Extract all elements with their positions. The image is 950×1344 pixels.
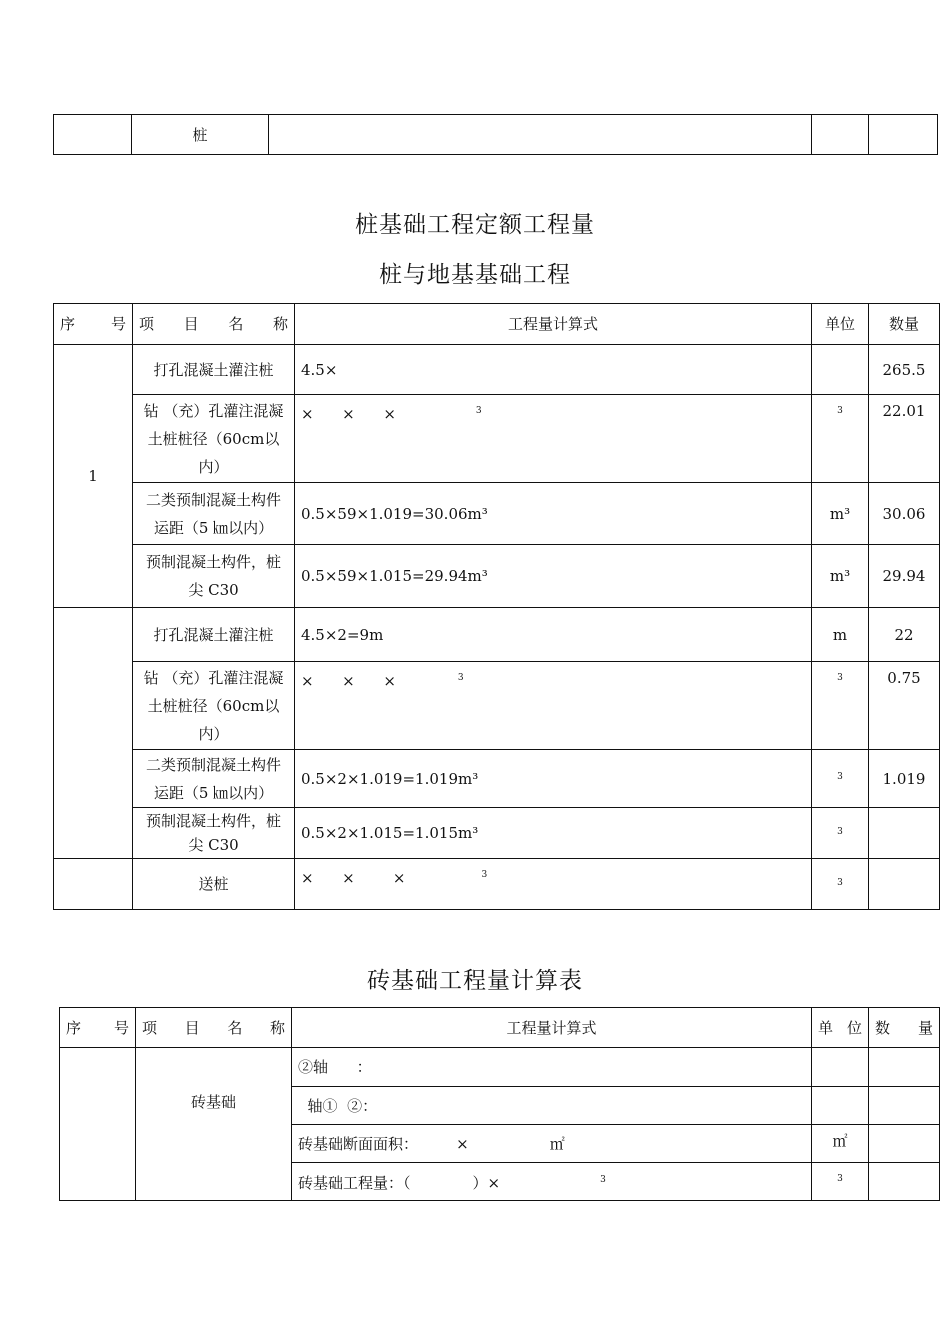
- header-seq: 序 号: [60, 1008, 136, 1048]
- section-title-pile-quota: 桩基础工程定额工程量: [355, 212, 595, 238]
- formula-cell: 4.5×2=9m: [295, 608, 812, 662]
- header-seq: 序 号: [54, 304, 133, 345]
- table-row: [54, 345, 940, 395]
- formula-cell: 0.5×59×1.015=29.94m³: [295, 545, 812, 608]
- item-name: 打孔混凝土灌注桩: [133, 608, 295, 662]
- item-name: 钻 （充）孔灌注混凝土桩桩径（60cm以内）: [133, 395, 295, 483]
- item-name: 预制混凝土构件，桩尖 C30: [133, 808, 295, 859]
- table-row: [54, 395, 940, 483]
- item-name: 砖基础: [136, 1048, 292, 1201]
- header-item-name: 项 目 名 称: [136, 1008, 292, 1048]
- item-name: 送桩: [133, 859, 295, 910]
- qty-cell: [869, 1087, 940, 1125]
- table-row: [54, 545, 940, 608]
- formula-cell: 砖基础工程量：（ ）× $^3$: [292, 1163, 812, 1201]
- header-item-name: 项 目 名 称: [133, 304, 295, 345]
- formula-cell: 0.5×2×1.019=1.019m³: [295, 750, 812, 808]
- header-qty: 数 量: [869, 1008, 940, 1048]
- formula-cell: 4.5×: [295, 345, 812, 395]
- unit-cell: m³: [812, 545, 869, 608]
- top-cell-empty: [812, 115, 869, 155]
- top-cell-empty: [269, 115, 812, 155]
- top-cell-empty: [869, 115, 938, 155]
- unit-cell: [812, 1048, 869, 1087]
- qty-cell: 265.5: [869, 345, 940, 395]
- table-row: [54, 608, 940, 662]
- qty-cell: [869, 1125, 940, 1163]
- item-name: 打孔混凝土灌注桩: [133, 345, 295, 395]
- header-formula: 工程量计算式: [292, 1008, 812, 1048]
- top-table: [53, 114, 938, 155]
- unit-cell: 3: [812, 859, 869, 910]
- item-name: 二类预制混凝土构件运距（5 ㎞以内）: [133, 750, 295, 808]
- seq-cell: [54, 608, 133, 859]
- unit-cell: 3: [812, 750, 869, 808]
- unit-cell: m: [812, 608, 869, 662]
- formula-cell: ②轴 ：: [292, 1048, 812, 1087]
- qty-cell: 22: [869, 608, 940, 662]
- section-title-brick-foundation: 砖基础工程量计算表: [367, 968, 583, 994]
- qty-cell: [869, 1163, 940, 1201]
- section-title-pile-foundation: 桩与地基基础工程: [379, 262, 571, 288]
- qty-cell: [869, 808, 940, 859]
- header-unit: 单位: [812, 304, 869, 345]
- qty-cell: 30.06: [869, 483, 940, 545]
- unit-cell: ㎡: [812, 1125, 869, 1163]
- formula-cell: 0.5×59×1.019=30.06m³: [295, 483, 812, 545]
- formula-cell: 0.5×2×1.015=1.015m³: [295, 808, 812, 859]
- table-row: [54, 808, 940, 859]
- qty-cell: 0.75: [869, 662, 940, 750]
- item-name: 预制混凝土构件，桩尖 C30: [133, 545, 295, 608]
- unit-cell: 3: [812, 662, 869, 750]
- table-row: [54, 750, 940, 808]
- table-row: [54, 662, 940, 750]
- qty-cell: 1.019: [869, 750, 940, 808]
- brick-table: [59, 1007, 940, 1201]
- formula-cell: 砖基础断面面积： × ㎡: [292, 1125, 812, 1163]
- formula-cell: × × × $^3$: [295, 662, 812, 750]
- unit-cell: [812, 1087, 869, 1125]
- seq-cell: 1: [54, 345, 133, 608]
- unit-cell: 3: [812, 808, 869, 859]
- item-name: 二类预制混凝土构件运距（5 ㎞以内）: [133, 483, 295, 545]
- unit-cell: m³: [812, 483, 869, 545]
- table-row: [60, 1048, 940, 1087]
- header-row: [60, 1008, 940, 1048]
- qty-cell: [869, 859, 940, 910]
- seq-cell: [60, 1048, 136, 1201]
- top-cell-pile: 桩: [132, 115, 269, 155]
- unit-cell: 3: [812, 395, 869, 483]
- formula-cell: × × × $^3$: [295, 859, 812, 910]
- qty-cell: 29.94: [869, 545, 940, 608]
- table-row: [54, 483, 940, 545]
- item-name: 钻 （充）孔灌注混凝土桩桩径（60cm以内）: [133, 662, 295, 750]
- header-formula: 工程量计算式: [295, 304, 812, 345]
- pile-table: [53, 303, 940, 910]
- seq-cell: [54, 859, 133, 910]
- unit-cell: 3: [812, 1163, 869, 1201]
- formula-cell: × × × $^3$: [295, 395, 812, 483]
- table-row: [54, 859, 940, 910]
- qty-cell: 22.01: [869, 395, 940, 483]
- header-row: [54, 304, 940, 345]
- qty-cell: [869, 1048, 940, 1087]
- top-cell-empty: [54, 115, 132, 155]
- header-unit: 单 位: [812, 1008, 869, 1048]
- unit-cell: [812, 345, 869, 395]
- header-qty: 数量: [869, 304, 940, 345]
- formula-cell: 轴① ②：: [292, 1087, 812, 1125]
